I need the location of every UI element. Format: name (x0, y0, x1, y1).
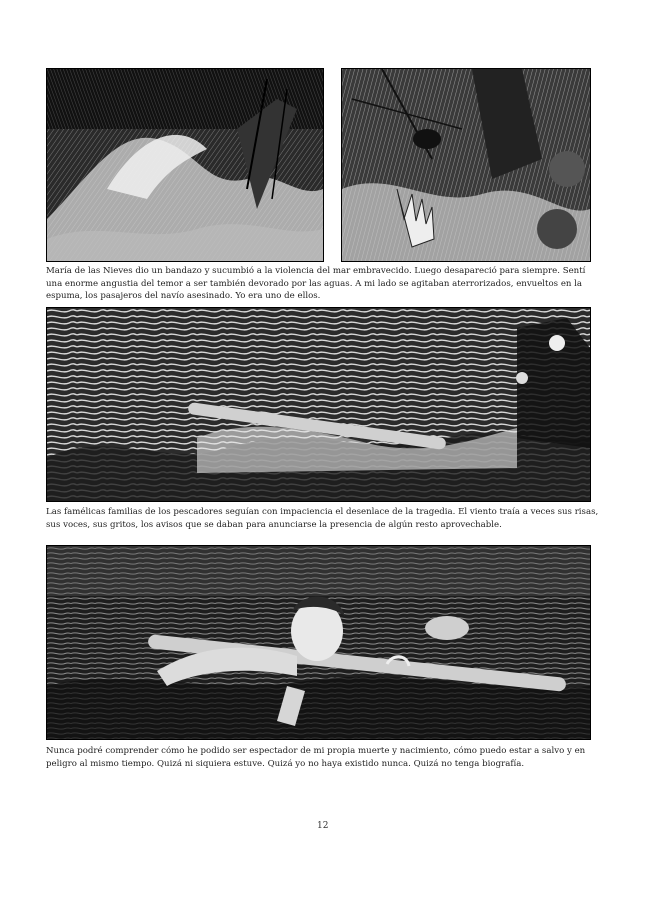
caption-1-text: María de las Nieves dio un bandazo y sucumbió a la violencia del mar embravecido. Luego desapareció para siempre. Sentí una enorme angustia del temor a ser también devorado por las aguas. A mi lado se agitaban aterrorizados, envueltos en la espuma, los pasajeros del navío asesinado. Yo era uno de ellos. (46, 266, 586, 302)
caption-1 (46, 265, 600, 303)
panel-waves-families (46, 307, 591, 502)
panel-storm-wave (46, 68, 324, 262)
caption-3-text: Nunca podré comprender cómo he podido ser espectador de mi propia muerte y nacimiento, cómo puedo estar a salvo y en peligro al mismo tiempo. Quizá ni siquiera estuve. Quizá yo no haya existido nunca. Quizá no tenga biografía. (46, 746, 586, 769)
panel-shipwreck-hand (341, 68, 591, 262)
panel-boy-drowning (46, 545, 591, 740)
page-number: 12 (317, 821, 329, 831)
caption-2-text: Las famélicas familias de los pescadores seguían con impaciencia el desenlace de la tragedia. El viento traía a veces sus risas, sus voces, sus gritos, los avisos que se daban para anunciarse la presencia de algún resto aprovechable. (46, 507, 599, 530)
caption-3 (46, 745, 600, 770)
caption-2 (46, 506, 600, 531)
